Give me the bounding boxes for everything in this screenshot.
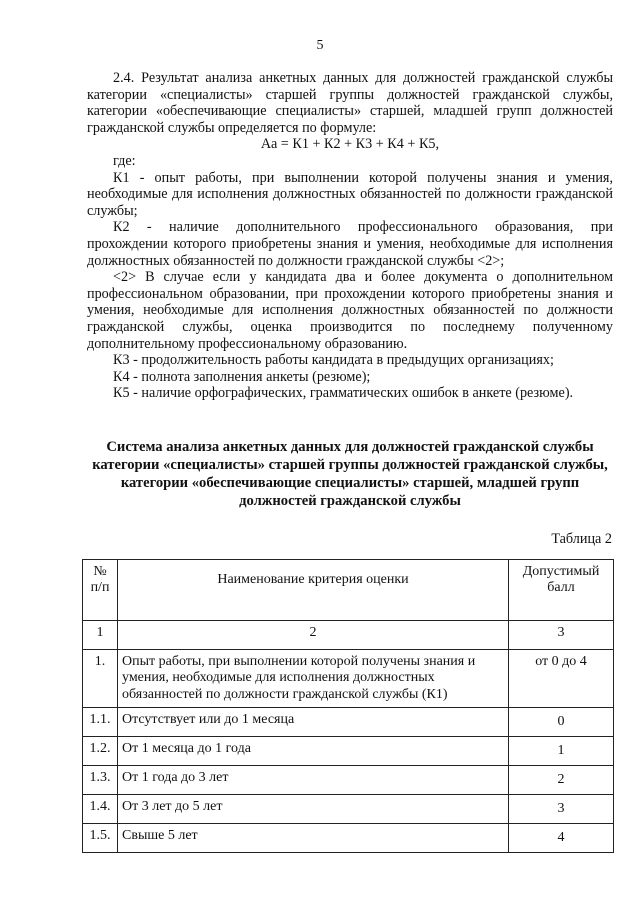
table-label: Таблица 2 xyxy=(551,531,612,547)
row-num: 1.3. xyxy=(83,766,118,795)
k5-definition: К5 - наличие орфографических, грамматических ошибок в анкете (резюме). xyxy=(113,385,574,402)
row-num: 1.2. xyxy=(83,737,118,766)
table-index-row xyxy=(83,621,614,650)
k2-definition: К2 - наличие дополнительного профессионального образования, при прохождении которого приобретены знания и умения, необходимые для исполнения должностных обязанностей по должности гражданской службы <2>; xyxy=(87,219,613,269)
table-row xyxy=(83,708,614,737)
footnote-2: <2> В случае если у кандидата два и более документа о дополнительном профессиональном образовании, при прохождении которого приобретены знания и умения, необходимые для исполнения должностных обязанностей по должности гражданской службы, оценка производится по последнему полученному дополнительному профессиональному образованию. xyxy=(87,269,613,352)
row-criterion: Опыт работы, при выполнении которой получены знания и умения, необходимые для исполнения должностных обязанностей по должности гражданской службы (К1) xyxy=(118,650,509,708)
row-num: 1. xyxy=(83,650,118,708)
table-row xyxy=(83,795,614,824)
where-label: где: xyxy=(113,152,136,169)
table-row xyxy=(83,766,614,795)
row-num: 1.1. xyxy=(83,708,118,737)
row-score: 4 xyxy=(509,824,614,853)
row-criterion: От 1 месяца до 1 года xyxy=(118,737,509,766)
index-cell: 2 xyxy=(118,621,509,650)
row-score: 3 xyxy=(509,795,614,824)
header-num: № п/п xyxy=(83,560,118,621)
section-heading: Система анализа анкетных данных для должностей гражданской службы категории «специалисты» старшей группы должностей гражданской службы, категории «обеспечивающие специалисты» старшей, младшей групп должностей гражданской службы xyxy=(92,439,608,509)
header-score: Допустимый балл xyxy=(509,560,614,621)
row-criterion: От 3 лет до 5 лет xyxy=(118,795,509,824)
row-score: 1 xyxy=(509,737,614,766)
document-body xyxy=(87,70,613,402)
table-header-row xyxy=(83,560,614,621)
row-num: 1.5. xyxy=(83,824,118,853)
k3-definition: К3 - продолжительность работы кандидата в предыдущих организациях; xyxy=(113,352,554,369)
index-cell: 1 xyxy=(83,621,118,650)
index-cell: 3 xyxy=(509,621,614,650)
formula: Аа = К1 + К2 + К3 + К4 + К5, xyxy=(260,136,440,153)
k4-definition: К4 - полнота заполнения анкеты (резюме); xyxy=(113,368,371,385)
row-score: 2 xyxy=(509,766,614,795)
criteria-table xyxy=(82,559,614,853)
row-criterion: От 1 года до 3 лет xyxy=(118,766,509,795)
page-number: 5 xyxy=(316,38,324,53)
row-criterion: Свыше 5 лет xyxy=(118,824,509,853)
paragraph-2-4: 2.4. Результат анализа анкетных данных для должностей гражданской службы категории «специалисты» старшей группы должностей гражданской службы, категории «обеспечивающие специалисты» старшей, младшей групп должностей гражданской службы определяется по формуле: xyxy=(87,70,613,136)
table-row xyxy=(83,650,614,708)
table-row xyxy=(83,737,614,766)
row-score: 0 xyxy=(509,708,614,737)
header-criterion: Наименование критерия оценки xyxy=(118,560,509,621)
row-criterion: Отсутствует или до 1 месяца xyxy=(118,708,509,737)
row-num: 1.4. xyxy=(83,795,118,824)
k1-definition: К1 - опыт работы, при выполнении которой получены знания и умения, необходимые для исполнения должностных обязанностей по должности гражданской службы; xyxy=(87,169,613,219)
row-score: от 0 до 4 xyxy=(509,650,614,708)
table-row xyxy=(83,824,614,853)
